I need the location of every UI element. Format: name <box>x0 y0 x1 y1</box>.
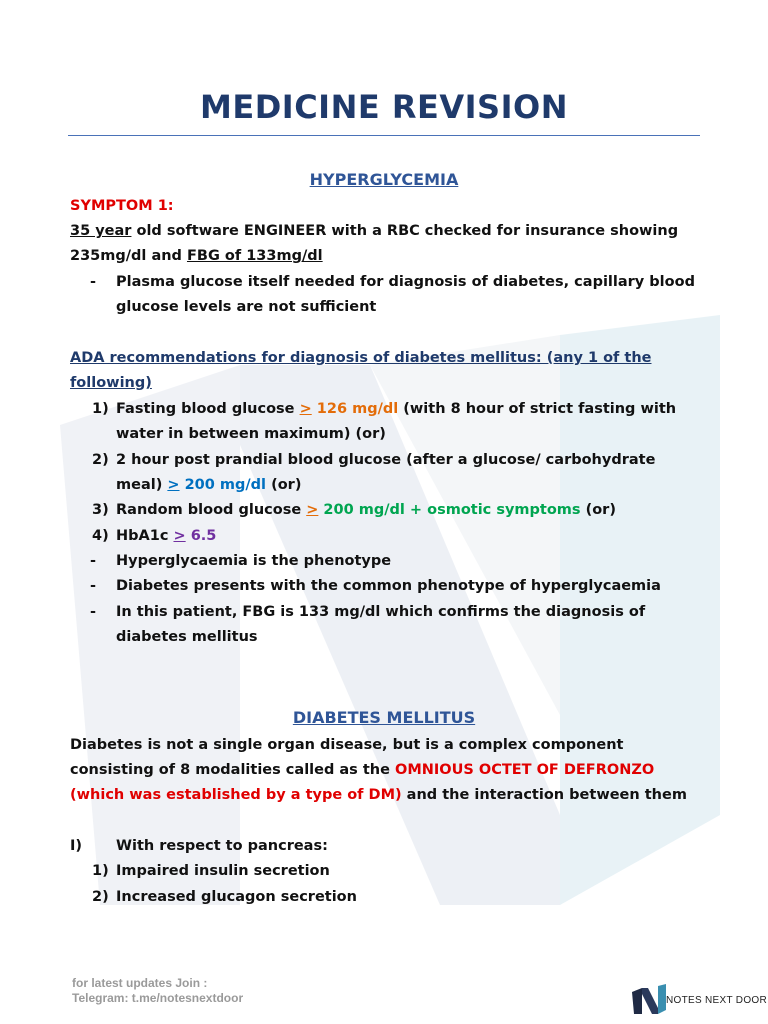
footer-telegram-link[interactable]: Telegram: t.me/notesnextdoor <box>72 991 244 1005</box>
bullet1-line1: Plasma glucose itself needed for diagnosis of diabetes, capillary blood <box>116 274 695 290</box>
note3-line1: In this patient, FBG is 133 mg/dl which confirms the diagnosis of <box>116 604 646 620</box>
note3-line2: diabetes mellitus <box>116 629 258 645</box>
note3-dash: - <box>90 604 97 620</box>
item4-value: 6.5 <box>185 528 217 544</box>
note1-dash: - <box>90 553 97 569</box>
item3-label: Random blood glucose <box>116 502 307 518</box>
item3-note: (or) <box>580 502 616 518</box>
item2-note: (or) <box>266 477 302 493</box>
item1-note: (with 8 hour of strict fasting with <box>398 401 677 417</box>
page-title: MEDICINE REVISION <box>200 88 568 126</box>
section-heading-hyperglycemia: HYPERGLYCEMIA <box>309 170 459 189</box>
footer-note <box>72 976 243 1006</box>
title-divider <box>68 135 700 136</box>
case-line-2 <box>70 246 323 266</box>
section-heading-diabetes-mellitus: DIABETES MELLITUS <box>292 708 476 727</box>
case-age: 35 year <box>70 223 132 239</box>
item1-number: 1) <box>92 401 109 417</box>
pancreas-heading: With respect to pancreas: <box>116 838 328 854</box>
dm-paragraph-line2-text: consisting of 8 modalities called as the <box>70 762 395 778</box>
item4-label: HbA1c <box>116 528 174 544</box>
sub1-text: Impaired insulin secretion <box>116 863 330 879</box>
dm-paragraph-line3 <box>70 785 687 805</box>
item4-ge: > <box>173 528 186 544</box>
item4-number: 4) <box>92 528 109 544</box>
footer-line1: for latest updates Join : <box>72 976 208 990</box>
sub2-text: Increased glucagon secretion <box>116 889 357 905</box>
dm-paragraph-line3-text: and the interaction between them <box>401 787 687 803</box>
dm-paragraph-line1: Diabetes is not a single organ disease, but is a complex component <box>70 737 624 753</box>
dm-paragraph-line3-red: (which was established by a type of DM) <box>70 787 402 803</box>
symptom-label: SYMPTOM 1: <box>70 198 174 214</box>
dm-paragraph-line2 <box>70 760 654 780</box>
item2-number: 2) <box>92 452 109 468</box>
item3-line <box>116 500 616 520</box>
bullet1-line2: glucose levels are not sufficient <box>116 299 377 315</box>
item2-ge: > <box>167 477 180 493</box>
notes-next-door-logo-icon <box>630 982 670 1016</box>
roman-numeral: I) <box>70 838 83 854</box>
item1-line2: water in between maximum) (or) <box>116 426 386 442</box>
note2: Diabetes presents with the common phenotype of hyperglycaemia <box>116 578 661 594</box>
item1-line1 <box>116 399 676 419</box>
item3-ge: > <box>306 502 319 518</box>
item2-line1: 2 hour post prandial blood glucose (after a glucose/ carbohydrate <box>116 452 656 468</box>
item3-value: 200 mg/dl + osmotic symptoms <box>318 502 581 518</box>
case-line-1 <box>70 221 678 241</box>
item4-line <box>116 526 216 546</box>
sub1-number: 1) <box>92 863 109 879</box>
ada-heading-line1: ADA recommendations for diagnosis of diabetes mellitus: (any 1 of the <box>70 350 652 366</box>
brand-name: NOTES NEXT DOOR <box>666 995 767 1006</box>
note1: Hyperglycaemia is the phenotype <box>116 553 392 569</box>
ada-heading-line2: following) <box>70 375 152 391</box>
case-text-1: old software ENGINEER with a RBC checked for insurance showing <box>131 223 679 239</box>
item1-ge: > <box>299 401 312 417</box>
item2-value: 200 mg/dl <box>179 477 267 493</box>
ominous-octet-label: OMNIOUS OCTET OF DEFRONZO <box>395 762 655 778</box>
item3-number: 3) <box>92 502 109 518</box>
bullet-dash: - <box>90 274 97 290</box>
item1-label: Fasting blood glucose <box>116 401 300 417</box>
sub2-number: 2) <box>92 889 109 905</box>
note2-dash: - <box>90 578 97 594</box>
case-text-2: 235mg/dl and <box>70 248 187 264</box>
case-fbg: FBG of 133mg/dl <box>186 248 323 264</box>
item2-label: meal) <box>116 477 168 493</box>
item2-line2 <box>116 475 301 495</box>
item1-value: 126 mg/dl <box>311 401 399 417</box>
